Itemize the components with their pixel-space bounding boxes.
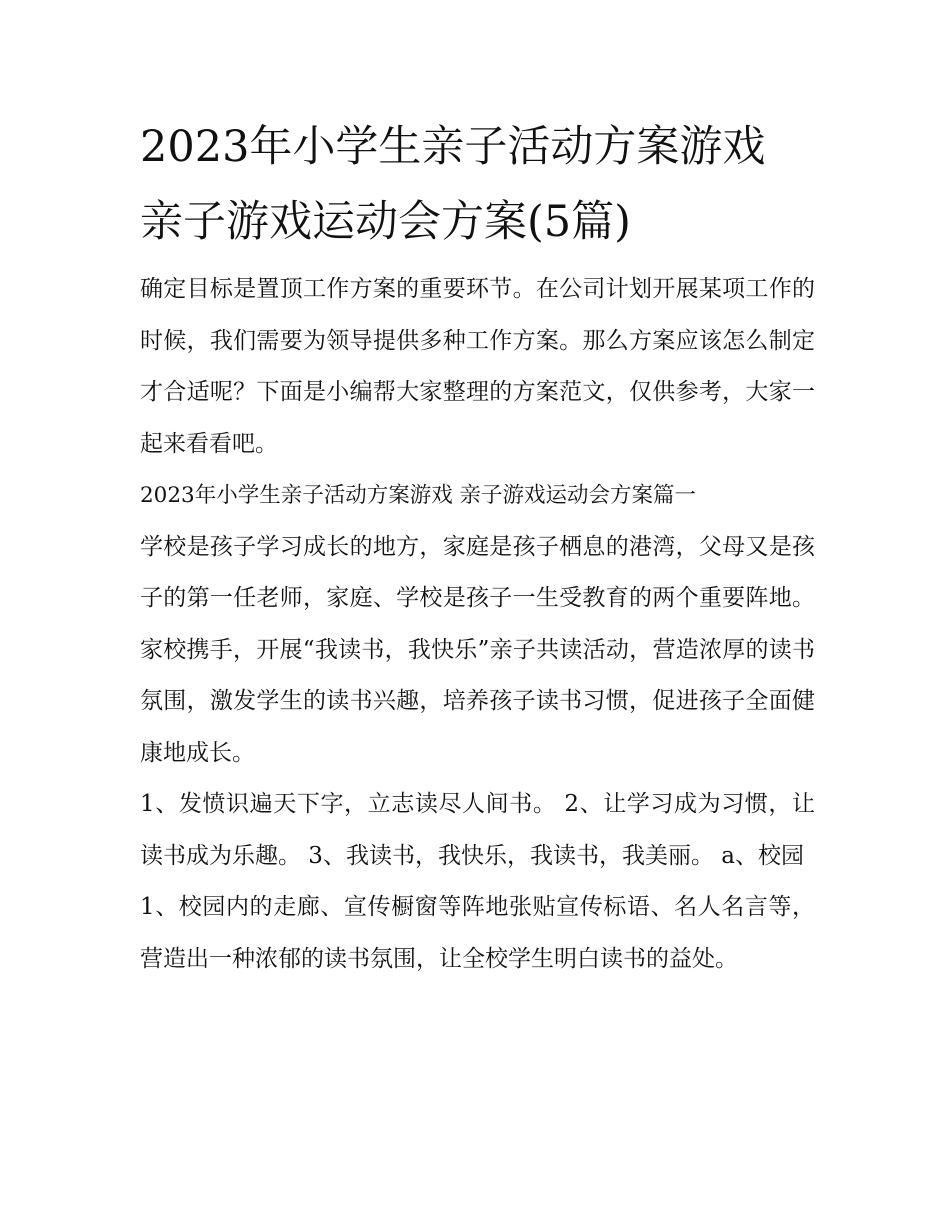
document-title: 2023年小学生亲子活动方案游戏 亲子游戏运动会方案(5篇) xyxy=(140,122,766,247)
document-page xyxy=(140,110,815,985)
body-paragraph-2: 1、发愤识遍天下字，立志读尽人间书。 2、让学习成为习惯，让读书成为乐趣。 3、我读书，我快乐，我读书，我美丽。 a、校园 xyxy=(140,791,815,869)
body-paragraph-1: 学校是孩子学习成长的地方，家庭是孩子栖息的港湾，父母又是孩子的第一任老师，家庭、学校是孩子一生受教育的两个重要阵地。家校携手，开展“我读书，我快乐”亲子共读活动，营造浓厚的读书氛围，激发学生的读书兴趣，培养孩子读书习惯，促进孩子全面健康地成长。 xyxy=(140,533,815,766)
section-heading: 2023年小学生亲子活动方案游戏 亲子游戏运动会方案篇一 xyxy=(140,483,697,508)
intro-paragraph: 确定目标是置顶工作方案的重要环节。在公司计划开展某项工作的时候，我们需要为领导提供多种工作方案。那么方案应该怎么制定才合适呢？下面是小编帮大家整理的方案范文，仅供参考，大家一起来看看吧。 xyxy=(140,276,815,457)
body-paragraph-3: 1、校园内的走廊、宣传橱窗等阵地张贴宣传标语、名人名言等，营造出一种浓郁的读书氛围，让全校学生明白读书的益处。 xyxy=(140,894,815,972)
